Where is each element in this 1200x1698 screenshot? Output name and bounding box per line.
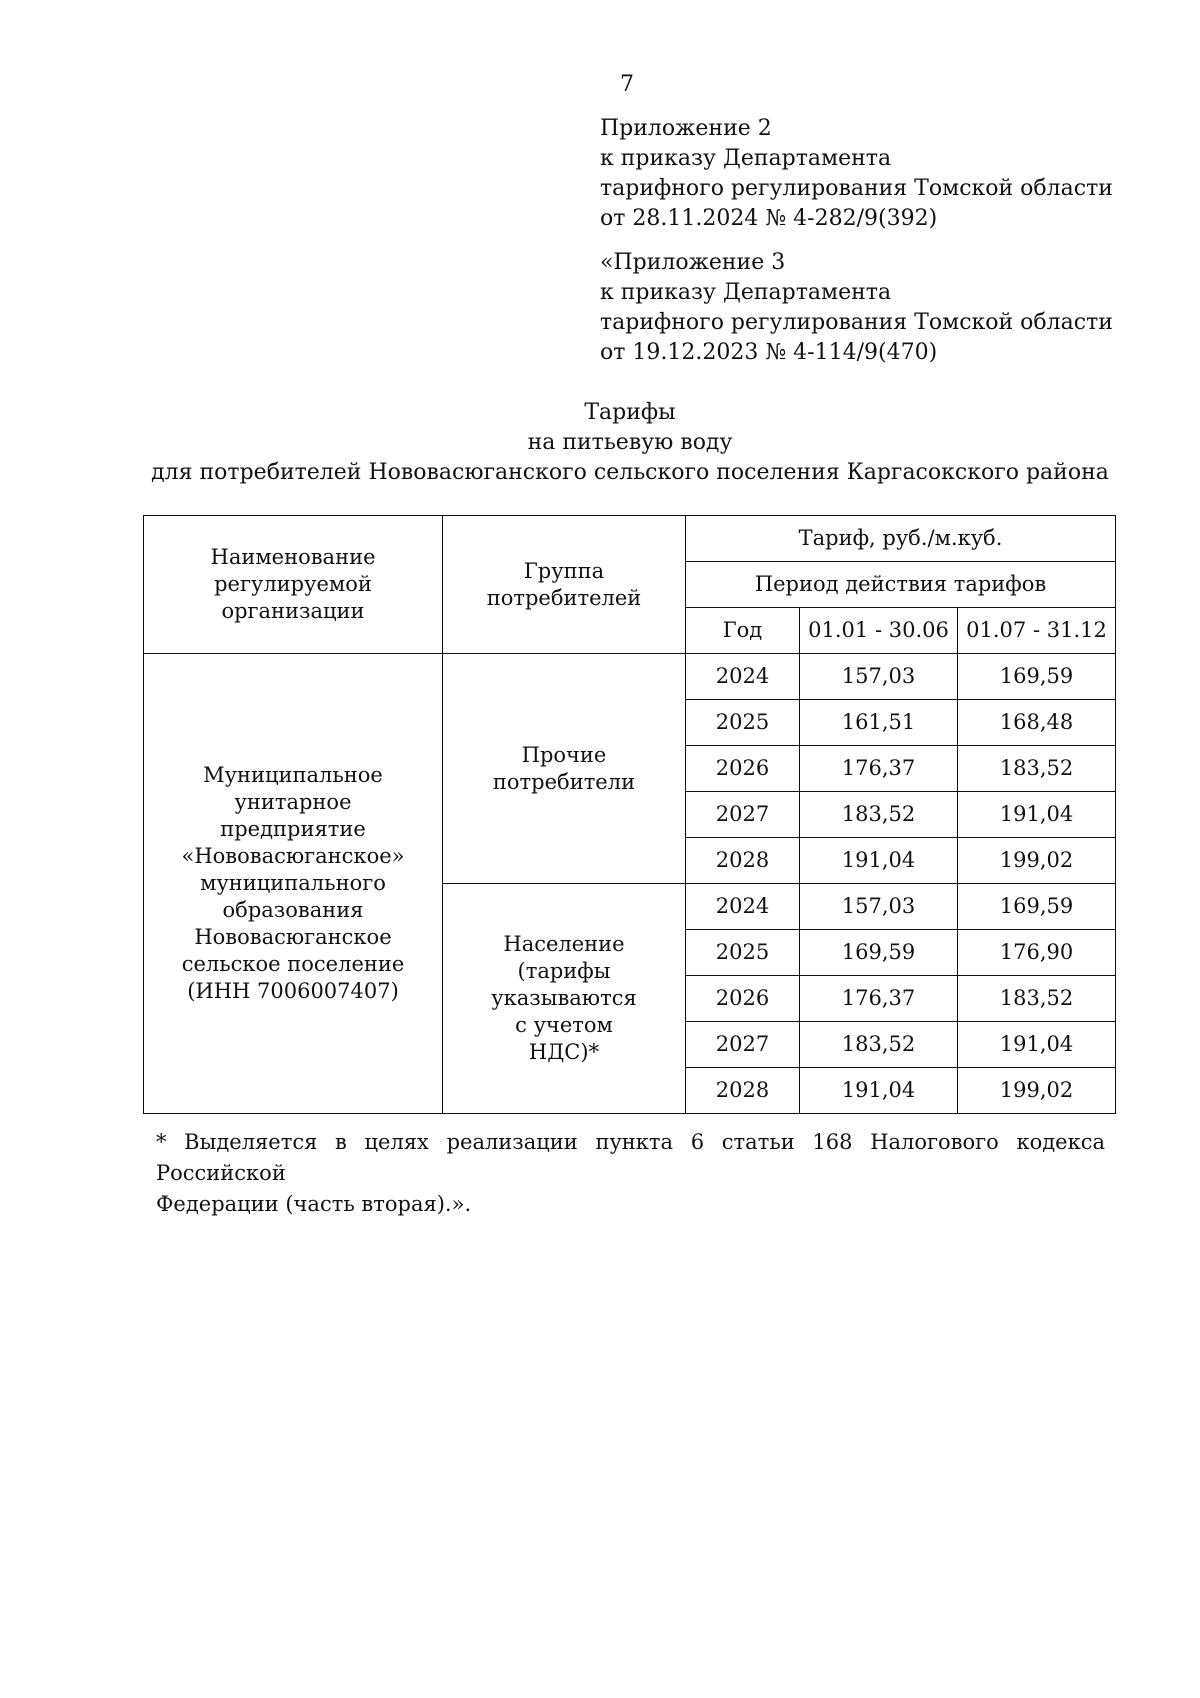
consumer-group-other: Прочие потребители	[443, 654, 686, 884]
header-organization: Наименование регулируемой организации	[144, 516, 443, 654]
tariff-cell: 176,90	[958, 930, 1116, 976]
tariff-cell: 169,59	[958, 884, 1116, 930]
tariff-table	[143, 515, 1116, 1114]
header-tariff: Тариф, руб./м.куб.	[686, 516, 1116, 562]
tariff-cell: 199,02	[958, 1068, 1116, 1114]
annex-line: от 19.12.2023 № 4-114/9(470)	[600, 340, 938, 365]
header-period: Период действия тарифов	[686, 562, 1116, 608]
tariff-cell: 169,59	[958, 654, 1116, 700]
header-period-first-half: 01.01 - 30.06	[800, 608, 958, 654]
year-cell: 2025	[686, 700, 800, 746]
tariff-cell: 191,04	[958, 1022, 1116, 1068]
title-line: Тарифы	[584, 400, 676, 425]
footnote	[156, 1127, 1105, 1220]
document-title	[100, 398, 1160, 488]
tariff-cell: 168,48	[958, 700, 1116, 746]
footnote-line: * Выделяется в целях реализации пункта 6 статьи 168 Налогового кодекса Российской	[156, 1130, 1105, 1185]
year-cell: 2027	[686, 792, 800, 838]
year-cell: 2025	[686, 930, 800, 976]
year-cell: 2026	[686, 746, 800, 792]
title-line: для потребителей Нововасюганского сельского поселения Каргасокского района	[151, 460, 1109, 485]
tariff-cell: 176,37	[800, 746, 958, 792]
header-period-second-half: 01.07 - 31.12	[958, 608, 1116, 654]
annex-header-original	[600, 248, 1113, 368]
tariff-cell: 176,37	[800, 976, 958, 1022]
tariff-cell: 199,02	[958, 838, 1116, 884]
year-cell: 2028	[686, 1068, 800, 1114]
year-cell: 2028	[686, 838, 800, 884]
year-cell: 2024	[686, 654, 800, 700]
tariff-cell: 157,03	[800, 884, 958, 930]
tariff-cell: 183,52	[958, 976, 1116, 1022]
year-cell: 2027	[686, 1022, 800, 1068]
header-year: Год	[686, 608, 800, 654]
tariff-cell: 169,59	[800, 930, 958, 976]
page-number: 7	[620, 72, 634, 97]
tariff-cell: 191,04	[800, 838, 958, 884]
organization-name: Муниципальное унитарное предприятие «Нововасюганское» муниципального образования Нововасюганское сельское поселение (ИНН 7006007407)	[144, 654, 443, 1114]
tariff-cell: 161,51	[800, 700, 958, 746]
annex-line: тарифного регулирования Томской области	[600, 176, 1113, 201]
annex-line: Приложение 2	[600, 116, 772, 141]
annex-line: «Приложение 3	[600, 250, 786, 275]
tariff-cell: 191,04	[800, 1068, 958, 1114]
tariff-cell: 183,52	[800, 792, 958, 838]
year-cell: 2024	[686, 884, 800, 930]
year-cell: 2026	[686, 976, 800, 1022]
tariff-cell: 157,03	[800, 654, 958, 700]
annex-header-current	[600, 114, 1113, 234]
annex-line: к приказу Департамента	[600, 280, 892, 305]
annex-line: от 28.11.2024 № 4-282/9(392)	[600, 206, 938, 231]
consumer-group-population: Население (тарифы указываются с учетом НДС)*	[443, 884, 686, 1114]
table-row	[144, 654, 1116, 700]
tariff-cell: 183,52	[958, 746, 1116, 792]
footnote-line: Федерации (часть вторая).».	[156, 1192, 472, 1216]
annex-line: к приказу Департамента	[600, 146, 892, 171]
header-consumer-group: Группа потребителей	[443, 516, 686, 654]
tariff-cell: 183,52	[800, 1022, 958, 1068]
annex-line: тарифного регулирования Томской области	[600, 310, 1113, 335]
tariff-cell: 191,04	[958, 792, 1116, 838]
title-line: на питьевую воду	[527, 430, 733, 455]
